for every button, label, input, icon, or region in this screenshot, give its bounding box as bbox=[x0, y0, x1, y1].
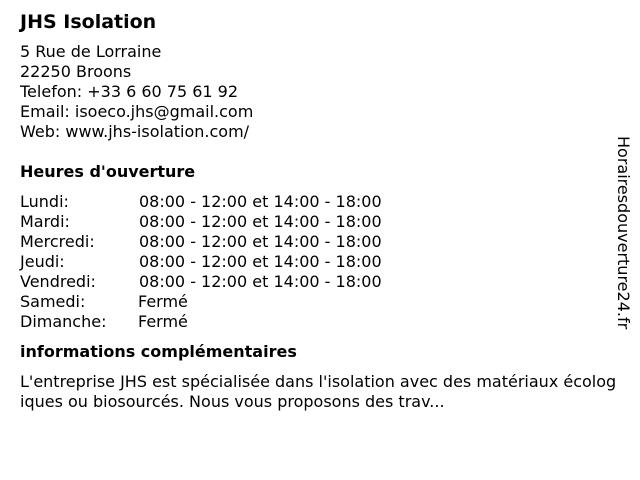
phone-line: Telefon: +33 6 60 75 61 92 bbox=[20, 82, 239, 101]
day-label: Jeudi: bbox=[20, 252, 65, 271]
hours-row-monday bbox=[20, 192, 610, 212]
day-hours: 08:00 - 12:00 et 14:00 - 18:00 bbox=[139, 232, 382, 251]
hours-row-friday bbox=[20, 272, 610, 292]
hours-row-wednesday bbox=[20, 232, 610, 252]
opening-hours-list bbox=[20, 192, 610, 332]
day-hours: Fermé bbox=[138, 292, 188, 311]
additional-info-text: L'entreprise JHS est spécialisée dans l'isolation avec des matériaux écologiques ou biosourcés. Nous vous proposons des trav... bbox=[20, 372, 617, 411]
business-name: JHS Isolation bbox=[20, 11, 157, 33]
site-watermark: Horairesdouverture24.fr bbox=[614, 136, 633, 330]
day-label: Mardi: bbox=[20, 212, 70, 231]
day-label: Dimanche: bbox=[20, 312, 107, 331]
business-card bbox=[20, 10, 617, 412]
address-line-street: 5 Rue de Lorraine bbox=[20, 42, 162, 61]
contact-block bbox=[20, 42, 610, 142]
email-line: Email: isoeco.jhs@gmail.com bbox=[20, 102, 254, 121]
day-label: Mercredi: bbox=[20, 232, 95, 251]
hours-row-saturday bbox=[20, 292, 610, 312]
day-hours: 08:00 - 12:00 et 14:00 - 18:00 bbox=[139, 212, 382, 231]
day-label: Vendredi: bbox=[20, 272, 96, 291]
day-label: Lundi: bbox=[20, 192, 69, 211]
address-line-city: 22250 Broons bbox=[20, 62, 132, 81]
additional-info-heading: informations complémentaires bbox=[20, 342, 297, 361]
opening-hours-heading: Heures d'ouverture bbox=[20, 162, 196, 181]
web-line: Web: www.jhs-isolation.com/ bbox=[20, 122, 250, 141]
day-hours: 08:00 - 12:00 et 14:00 - 18:00 bbox=[139, 252, 382, 271]
day-hours: 08:00 - 12:00 et 14:00 - 18:00 bbox=[139, 192, 382, 211]
day-label: Samedi: bbox=[20, 292, 86, 311]
hours-row-sunday bbox=[20, 312, 610, 332]
hours-row-tuesday bbox=[20, 212, 610, 232]
hours-row-thursday bbox=[20, 252, 610, 272]
day-hours: 08:00 - 12:00 et 14:00 - 18:00 bbox=[139, 272, 382, 291]
day-hours: Fermé bbox=[138, 312, 188, 331]
